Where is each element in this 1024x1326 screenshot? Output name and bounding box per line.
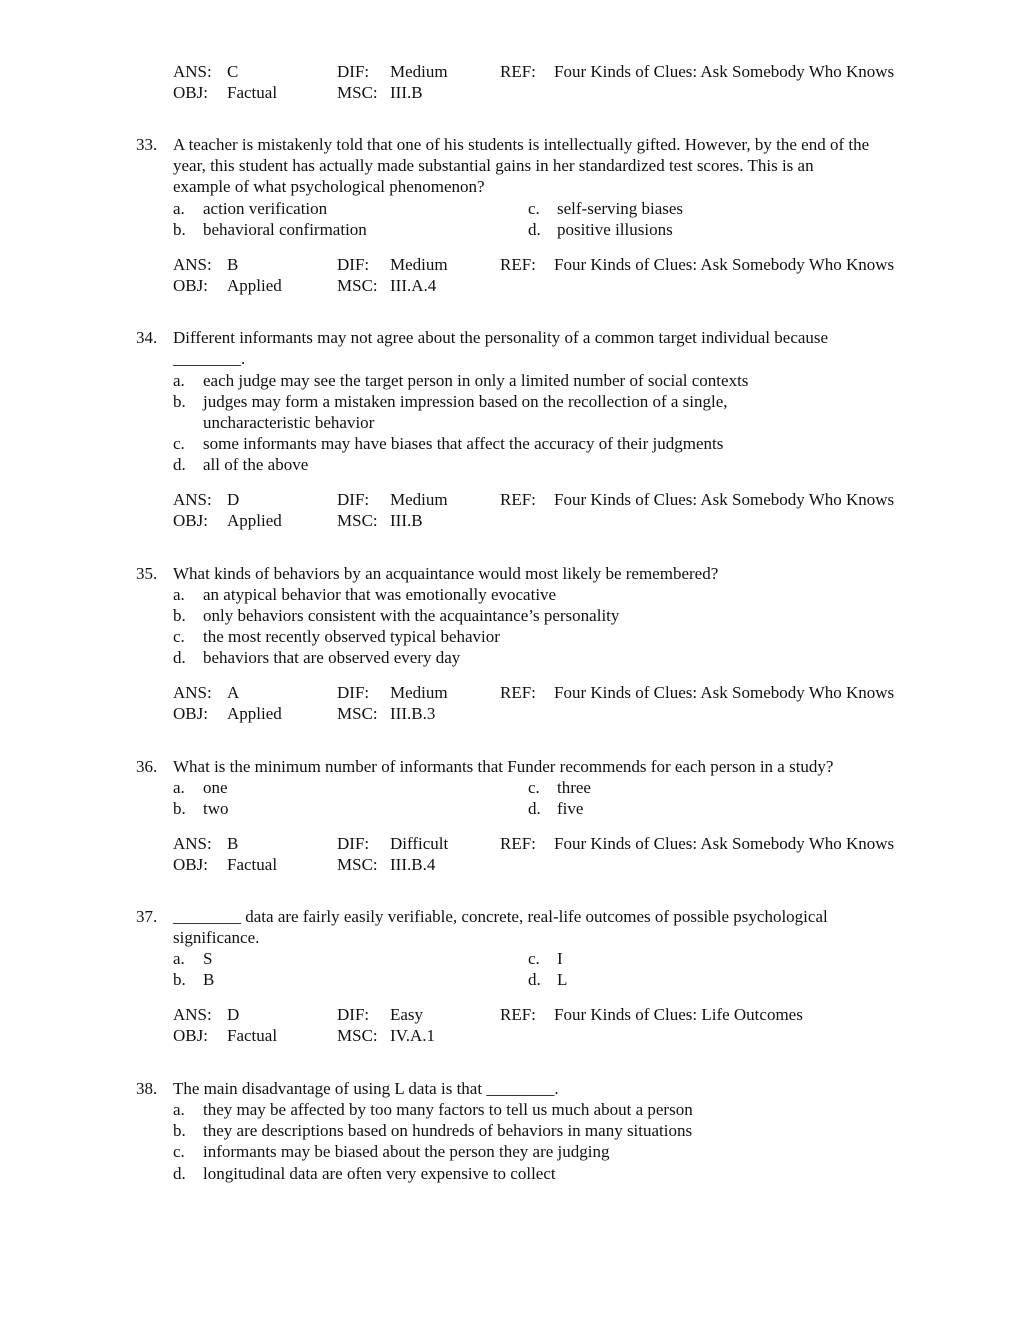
option-b-continued: uncharacteristic behavior [203, 413, 375, 432]
option-letter: c. [528, 199, 540, 218]
option-letter: c. [173, 627, 185, 646]
option-b: they are descriptions based on hundreds of behaviors in many situations [203, 1121, 693, 1140]
obj-label: OBJ: [173, 704, 208, 723]
option-letter: d. [173, 1164, 186, 1183]
option-letter: b. [173, 220, 186, 239]
option-d: behaviors that are observed every day [203, 648, 461, 667]
dif-value: Medium [390, 62, 448, 81]
option-d: longitudinal data are often very expensive to collect [203, 1164, 556, 1183]
ref-label: REF: [500, 683, 536, 702]
option-a: S [203, 949, 213, 968]
option-a: they may be affected by too many factors to tell us much about a person [203, 1100, 693, 1119]
ref-label: REF: [500, 1005, 536, 1024]
option-d: positive illusions [557, 220, 673, 239]
ans-label: ANS: [173, 834, 212, 853]
ans-label: ANS: [173, 255, 212, 274]
question-stem: What is the minimum number of informants that Funder recommends for each person in a study? [173, 757, 834, 776]
ans-label: ANS: [173, 490, 212, 509]
ref-value: Four Kinds of Clues: Ask Somebody Who Knows [554, 683, 895, 702]
option-c: the most recently observed typical behavior [203, 627, 500, 646]
option-letter: b. [173, 392, 186, 411]
option-c: informants may be biased about the person they are judging [203, 1142, 610, 1161]
msc-label: MSC: [337, 704, 378, 723]
ref-label: REF: [500, 490, 536, 509]
question-stem: What kinds of behaviors by an acquaintance would most likely be remembered? [173, 564, 719, 583]
msc-value: IV.A.1 [390, 1026, 436, 1045]
option-a: action verification [203, 199, 328, 218]
msc-value: III.B [390, 511, 423, 530]
ref-label: REF: [500, 62, 536, 81]
obj-value: Factual [227, 83, 278, 102]
ref-value: Four Kinds of Clues: Ask Somebody Who Knows [554, 62, 895, 81]
msc-value: III.B [390, 83, 423, 102]
option-b: B [203, 970, 215, 989]
ref-value: Four Kinds of Clues: Ask Somebody Who Knows [554, 490, 895, 509]
option-b: behavioral confirmation [203, 220, 367, 239]
msc-label: MSC: [337, 1026, 378, 1045]
option-d: L [557, 970, 568, 989]
option-letter: d. [173, 455, 186, 474]
question-stem: The main disadvantage of using L data is that ________. [173, 1079, 559, 1098]
option-letter: b. [173, 799, 186, 818]
dif-label: DIF: [337, 255, 370, 274]
msc-label: MSC: [337, 83, 378, 102]
option-letter: a. [173, 1100, 185, 1119]
dif-label: DIF: [337, 490, 370, 509]
option-letter: c. [173, 1142, 185, 1161]
option-letter: a. [173, 585, 185, 604]
question-stem: ________. [173, 349, 246, 368]
question-stem: Different informants may not agree about the personality of a common target individual because [173, 328, 829, 347]
dif-value: Medium [390, 255, 448, 274]
msc-value: III.B.3 [390, 704, 436, 723]
dif-value: Difficult [390, 834, 449, 853]
ans-value: B [227, 834, 239, 853]
option-a: each judge may see the target person in only a limited number of social contexts [203, 371, 749, 390]
ref-label: REF: [500, 255, 536, 274]
obj-value: Factual [227, 855, 278, 874]
question-stem: year, this student has actually made substantial gains in her standardized test scores. This is an [173, 156, 814, 175]
dif-label: DIF: [337, 834, 370, 853]
dif-label: DIF: [337, 683, 370, 702]
option-b: two [203, 799, 229, 818]
question-number: 37. [136, 907, 158, 926]
ans-label: ANS: [173, 62, 212, 81]
question-number: 33. [136, 135, 158, 154]
option-d: all of the above [203, 455, 309, 474]
msc-label: MSC: [337, 511, 378, 530]
obj-value: Factual [227, 1026, 278, 1045]
option-letter: c. [173, 434, 185, 453]
question-number: 36. [136, 757, 158, 776]
ref-value: Four Kinds of Clues: Ask Somebody Who Knows [554, 255, 895, 274]
obj-value: Applied [227, 511, 282, 530]
option-letter: d. [528, 799, 541, 818]
option-a: an atypical behavior that was emotionally evocative [203, 585, 557, 604]
option-c: some informants may have biases that affect the accuracy of their judgments [203, 434, 724, 453]
option-letter: a. [173, 778, 185, 797]
question-stem: ________ data are fairly easily verifiable, concrete, real-life outcomes of possible psychological [173, 907, 828, 926]
obj-label: OBJ: [173, 83, 208, 102]
option-letter: a. [173, 949, 185, 968]
obj-label: OBJ: [173, 855, 208, 874]
option-c: three [557, 778, 591, 797]
option-letter: c. [528, 778, 540, 797]
ans-value: A [227, 683, 240, 702]
msc-value: III.B.4 [390, 855, 436, 874]
option-letter: b. [173, 1121, 186, 1140]
question-number: 34. [136, 328, 158, 347]
dif-value: Medium [390, 683, 448, 702]
option-b: only behaviors consistent with the acquaintance’s personality [203, 606, 620, 625]
option-d: five [557, 799, 584, 818]
ref-value: Four Kinds of Clues: Life Outcomes [554, 1005, 803, 1024]
obj-value: Applied [227, 704, 282, 723]
ans-label: ANS: [173, 683, 212, 702]
option-letter: a. [173, 371, 185, 390]
ans-value: C [227, 62, 239, 81]
msc-value: III.A.4 [390, 276, 437, 295]
question-number: 38. [136, 1079, 158, 1098]
msc-label: MSC: [337, 276, 378, 295]
dif-label: DIF: [337, 62, 370, 81]
option-letter: b. [173, 606, 186, 625]
ref-value: Four Kinds of Clues: Ask Somebody Who Knows [554, 834, 895, 853]
option-letter: b. [173, 970, 186, 989]
ans-value: D [227, 490, 240, 509]
option-a: one [203, 778, 228, 797]
obj-label: OBJ: [173, 276, 208, 295]
option-b: judges may form a mistaken impression based on the recollection of a single, [203, 392, 728, 411]
option-letter: d. [173, 648, 186, 667]
ans-label: ANS: [173, 1005, 212, 1024]
obj-label: OBJ: [173, 511, 208, 530]
dif-value: Easy [390, 1005, 424, 1024]
option-letter: d. [528, 970, 541, 989]
msc-label: MSC: [337, 855, 378, 874]
option-c: self-serving biases [557, 199, 684, 218]
option-letter: c. [528, 949, 540, 968]
question-number: 35. [136, 564, 158, 583]
ans-value: B [227, 255, 239, 274]
option-letter: a. [173, 199, 185, 218]
ans-value: D [227, 1005, 240, 1024]
question-stem: significance. [173, 928, 260, 947]
question-stem: A teacher is mistakenly told that one of his students is intellectually gifted. However, by the end of the [173, 135, 870, 154]
option-c: I [557, 949, 563, 968]
ref-label: REF: [500, 834, 536, 853]
dif-value: Medium [390, 490, 448, 509]
obj-label: OBJ: [173, 1026, 208, 1045]
obj-value: Applied [227, 276, 282, 295]
dif-label: DIF: [337, 1005, 370, 1024]
option-letter: d. [528, 220, 541, 239]
question-stem: example of what psychological phenomenon? [173, 177, 485, 196]
